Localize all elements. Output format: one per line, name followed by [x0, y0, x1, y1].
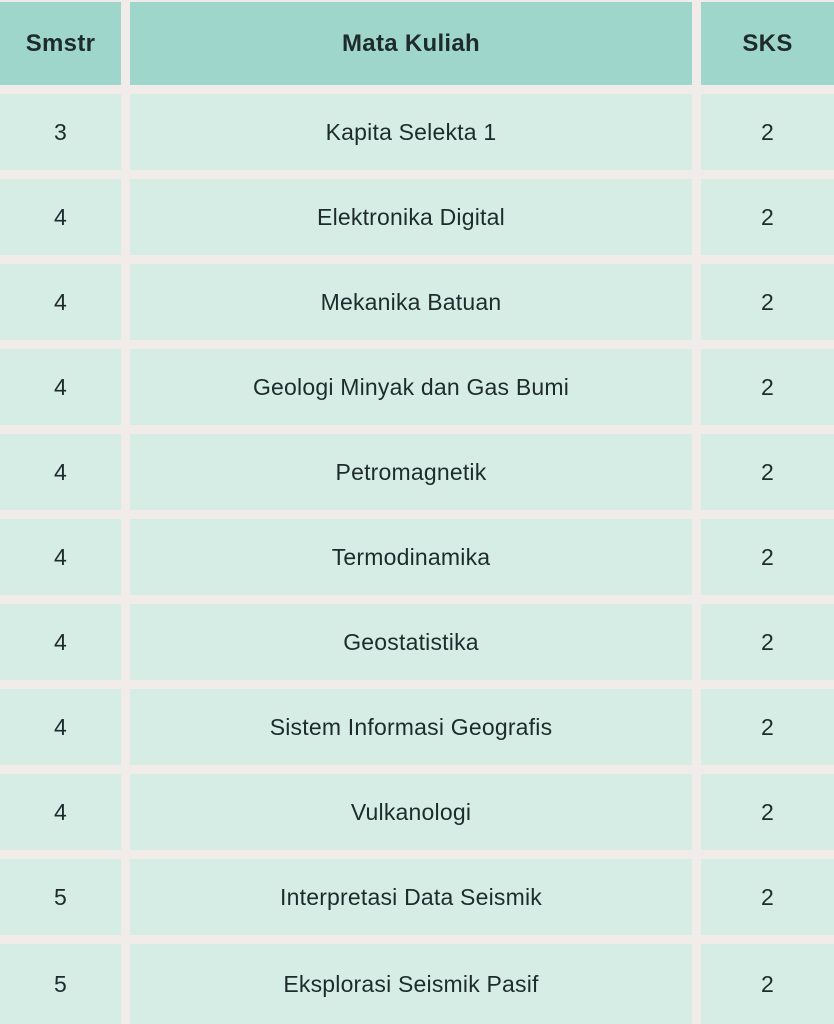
cell-smstr: 4 [0, 774, 121, 850]
course-table-grid [0, 2, 834, 1024]
cell-mata-kuliah: Geologi Minyak dan Gas Bumi [130, 349, 692, 425]
cell-sks: 2 [701, 434, 834, 510]
cell-sks: 2 [701, 944, 834, 1024]
cell-smstr: 4 [0, 179, 121, 255]
cell-smstr: 4 [0, 264, 121, 340]
cell-sks: 2 [701, 94, 834, 170]
cell-smstr: 4 [0, 689, 121, 765]
cell-smstr: 4 [0, 604, 121, 680]
cell-mata-kuliah: Mekanika Batuan [130, 264, 692, 340]
cell-smstr: 5 [0, 944, 121, 1024]
cell-mata-kuliah: Elektronika Digital [130, 179, 692, 255]
cell-mata-kuliah: Sistem Informasi Geografis [130, 689, 692, 765]
cell-sks: 2 [701, 349, 834, 425]
header-cell-sks: SKS [701, 2, 834, 85]
cell-mata-kuliah: Interpretasi Data Seismik [130, 859, 692, 935]
cell-mata-kuliah: Vulkanologi [130, 774, 692, 850]
cell-mata-kuliah: Geostatistika [130, 604, 692, 680]
cell-sks: 2 [701, 774, 834, 850]
cell-mata-kuliah: Kapita Selekta 1 [130, 94, 692, 170]
cell-smstr: 3 [0, 94, 121, 170]
cell-smstr: 5 [0, 859, 121, 935]
cell-sks: 2 [701, 604, 834, 680]
cell-smstr: 4 [0, 349, 121, 425]
cell-sks: 2 [701, 519, 834, 595]
cell-sks: 2 [701, 859, 834, 935]
header-cell-mata-kuliah: Mata Kuliah [130, 2, 692, 85]
cell-sks: 2 [701, 179, 834, 255]
cell-sks: 2 [701, 264, 834, 340]
cell-mata-kuliah: Termodinamika [130, 519, 692, 595]
cell-mata-kuliah: Petromagnetik [130, 434, 692, 510]
cell-sks: 2 [701, 689, 834, 765]
cell-smstr: 4 [0, 434, 121, 510]
cell-smstr: 4 [0, 519, 121, 595]
header-cell-smstr: Smstr [0, 2, 121, 85]
cell-mata-kuliah: Eksplorasi Seismik Pasif [130, 944, 692, 1024]
